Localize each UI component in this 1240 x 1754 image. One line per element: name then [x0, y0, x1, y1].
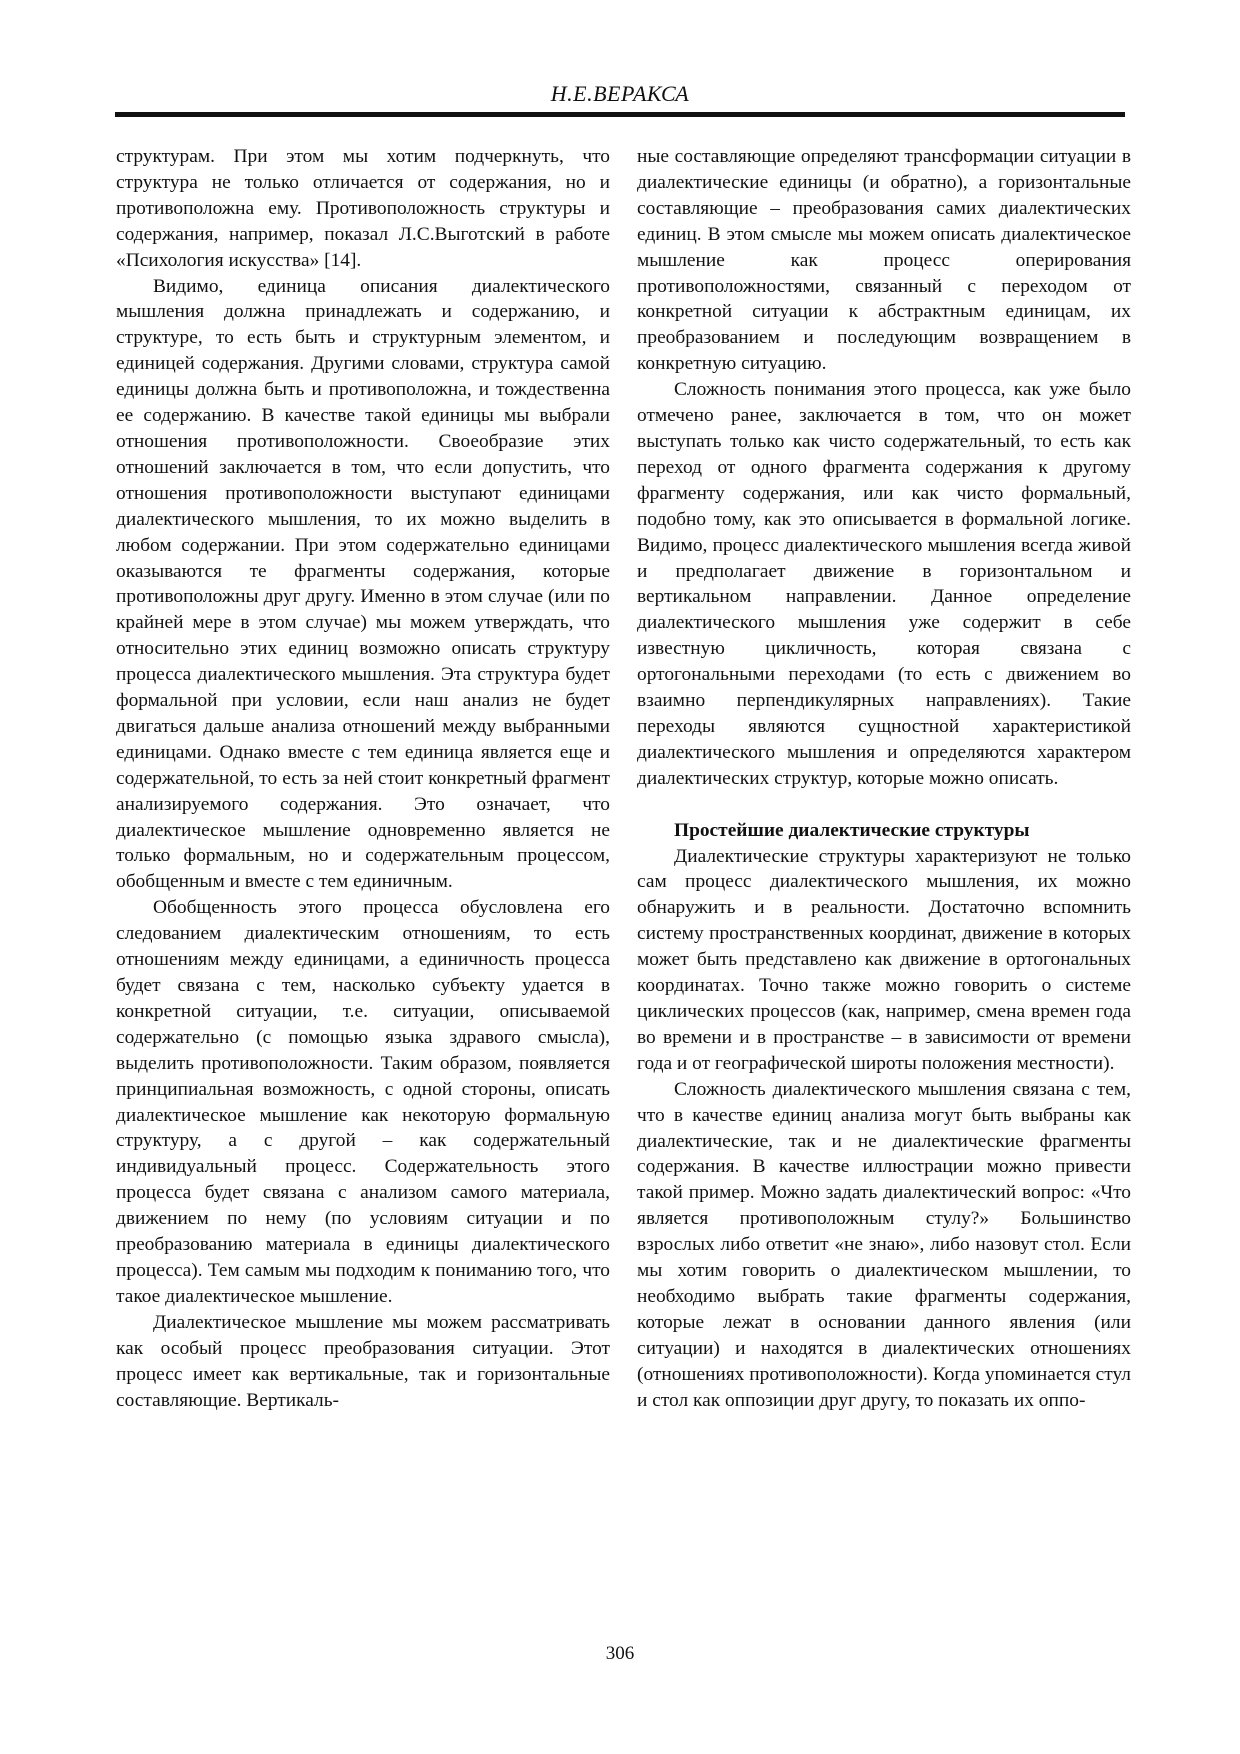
paragraph: ные составляющие определяют трансформации ситуации в диалектические единицы (и обратно), а горизонтальные составляющие – преобразования самих диалектических единиц. В этом смысле мы можем описать диалектическое мышление как процесс оперирования противоположностями, связанный с переходом от конкретной ситуации к абстрактным единицам, их преобразованием и последующим возвращением в конкретную ситуацию.	[637, 146, 1131, 375]
paragraph: Сложность понимания этого процесса, как уже было отмечено ранее, заключается в том, что он может выступать только как чисто содержательный, то есть как переход от одного фрагмента содержания к другому фрагменту содержания, или как чисто формальный, подобно тому, как это описывается в формальной логике. Видимо, процесс диалектического мышления всегда живой и предполагает движение в горизонтальном и вертикальном направлении. Данное определение диалектического мышления уже содержит в себе известную цикличность, которая связана с ортогональными переходами (то есть с движением во взаимно перпендикулярных направлениях). Такие переходы являются сущностной характеристикой диалектического мышления и определяются характером диалектических структур, которые можно описать.	[637, 379, 1131, 789]
running-header	[115, 76, 1125, 117]
right-column	[637, 144, 1131, 1634]
paragraph: Сложность диалектического мышления связана с тем, что в качестве единиц анализа могут быть выбраны как диалектические, так и не диалектические фрагменты содержания. В качестве иллюстрации можно привести такой пример. Можно задать диалектический вопрос: «Что является противоположным стулу?» Большинство взрослых либо ответит «не знаю», либо назовут стол. Если мы хотим говорить о диалектическом мышлении, то необходимо выбрать такие фрагменты содержания, которые лежат в основании данного явления (или ситуации) и находятся в диалектических отношениях (отношениях противоположности). Когда упоминается стул и стол как оппозиции друг другу, то показать их оппо-	[637, 1078, 1131, 1411]
section-heading: Простейшие диалектические структуры	[674, 819, 1030, 841]
paragraph: Диалектическое мышление мы можем рассматривать как особый процесс преобразования ситуации. Этот процесс имеет как вертикальные, так и горизонтальные составляющие. Вертикаль-	[116, 1311, 610, 1411]
header-author: Н.Е.ВЕРАКСА	[550, 81, 690, 106]
paragraph: Обобщенность этого процесса обусловлена его следованием диалектическим отношениям, то есть отношениям между единицами, а единичность процесса будет связана с тем, насколько субъекту удается в конкретной ситуации, т.е. ситуации, описываемой содержательно (с помощью языка здравого смысла), выделить противоположности. Таким образом, появляется принципиальная возможность, с одной стороны, описать диалектическое мышление как некоторую формальную структуру, а с другой – как содержательный индивидуальный процесс. Содержательность этого процесса будет связана с анализом самого материала, движением по нему (по условиям ситуации и по преобразованию материала в единицы диалектического процесса). Тем самым мы подходим к пониманию того, что такое диалектическое мышление.	[116, 897, 610, 1307]
left-column	[116, 144, 610, 1634]
paragraph: Видимо, единица описания диалектического мышления должна принадлежать и содержанию, и структуре, то есть быть и структурным элементом, и единицей содержания. Другими словами, структура самой единицы должна быть и противоположна, и тождественна ее содержанию. В качестве такой единицы мы выбрали отношения противоположности. Своеобразие этих отношений заключается в том, что если допустить, что отношения противоположности выступают единицами диалектического мышления, то их можно выделить в любом содержании. При этом содержательно единицами оказываются те фрагменты содержания, которые противоположны друг другу. Именно в этом случае (или по крайней мере в этом случае) мы можем утверждать, что относительно этих единиц возможно описать структуру процесса диалектического мышления. Эта структура будет формальной при условии, если наш анализ не будет двигаться дальше анализа отношений между выбранными единицами. Однако вместе с тем единица является еще и содержательной, то есть за ней стоит конкретный фрагмент анализируемого содержания. Это означает, что диалектическое мышление одновременно является не только формальным, но и содержательным процессом, обобщенным и вместе с тем единичным.	[116, 275, 610, 893]
paragraph: структурам. При этом мы хотим подчеркнуть, что структура не только отличается от содержания, но и противоположна ему. Противоположность структуры и содержания, например, показал Л.С.Выготский в работе «Психология искусства» [14].	[116, 146, 610, 271]
paragraph: Диалектические структуры характеризуют не только сам процесс диалектического мышления, их можно обнаружить и в реальности. Достаточно вспомнить систему пространственных координат, движение в которых может быть представлено как движение в ортогональных координатах. Точно также можно говорить о системе циклических процессов (как, например, смена времен года во времени и в пространстве – в зависимости от времени года и от географической широты положения местности).	[637, 845, 1131, 1074]
page-number: 306	[605, 1643, 635, 1664]
